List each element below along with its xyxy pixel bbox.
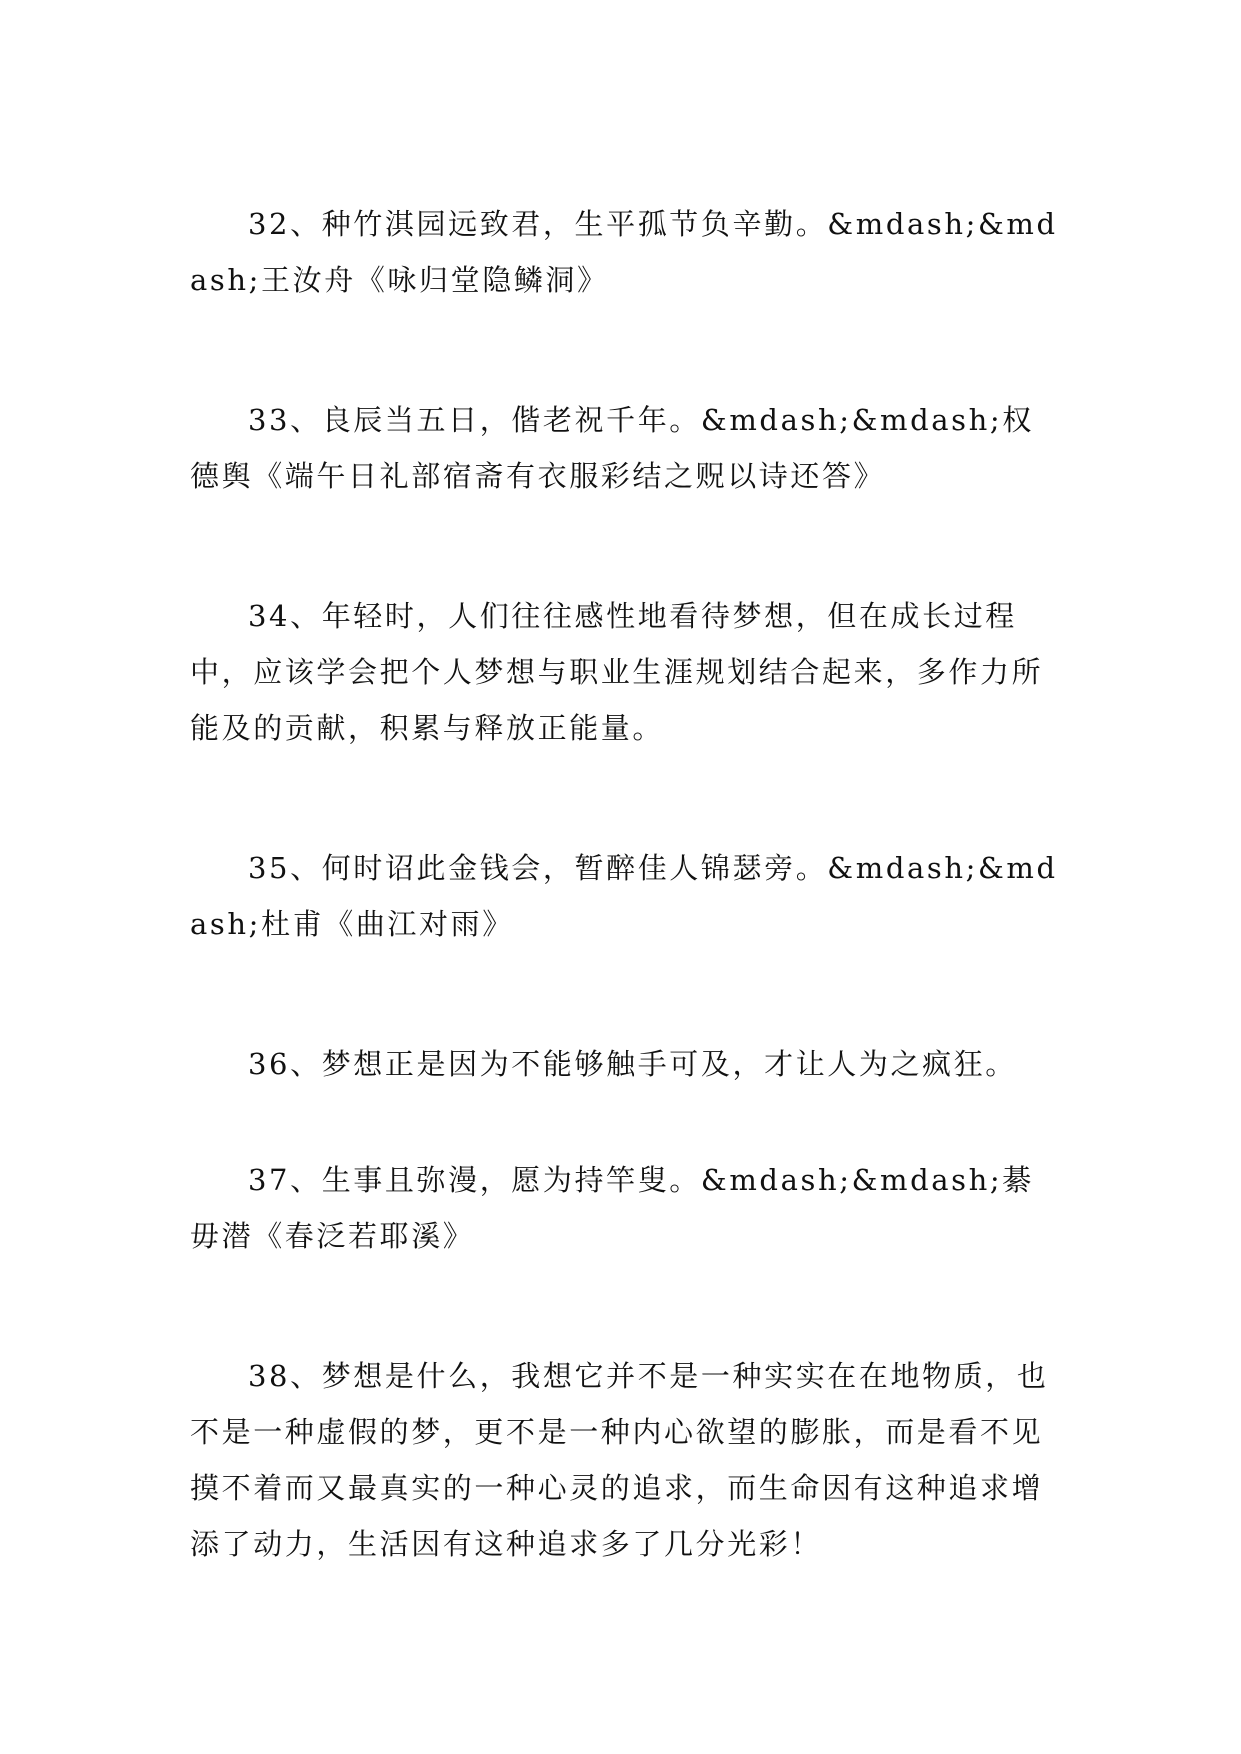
document-body bbox=[190, 196, 1060, 1656]
paragraph-35: 35、何时诏此金钱会，暂醉佳人锦瑟旁。&mdash;&mdash;杜甫《曲江对雨》 bbox=[190, 851, 1058, 941]
paragraph-34: 34、年轻时，人们往往感性地看待梦想，但在成长过程中，应该学会把个人梦想与职业生涯规划结合起来，多作力所能及的贡献，积累与释放正能量。 bbox=[190, 599, 1044, 745]
paragraph-36: 36、梦想正是因为不能够触手可及，才让人为之疯狂。 bbox=[248, 1047, 1017, 1081]
paragraph-32: 32、种竹淇园远致君，生平孤节负辛勤。&mdash;&mdash;王汝舟《咏归堂隐鳞洞》 bbox=[190, 207, 1058, 297]
paragraph-37: 37、生事且弥漫，愿为持竿叟。&mdash;&mdash;綦毋潜《春泛若耶溪》 bbox=[190, 1163, 1034, 1253]
paragraph-38: 38、梦想是什么，我想它并不是一种实实在在地物质，也不是一种虚假的梦，更不是一种内心欲望的膨胀，而是看不见摸不着而又最真实的一种心灵的追求，而生命因有这种追求增添了动力，生活因有这种追求多了几分光彩！ bbox=[190, 1359, 1049, 1561]
paragraph-33: 33、良辰当五日，偕老祝千年。&mdash;&mdash;权德舆《端午日礼部宿斋有衣服彩结之贶以诗还答》 bbox=[190, 403, 1034, 493]
